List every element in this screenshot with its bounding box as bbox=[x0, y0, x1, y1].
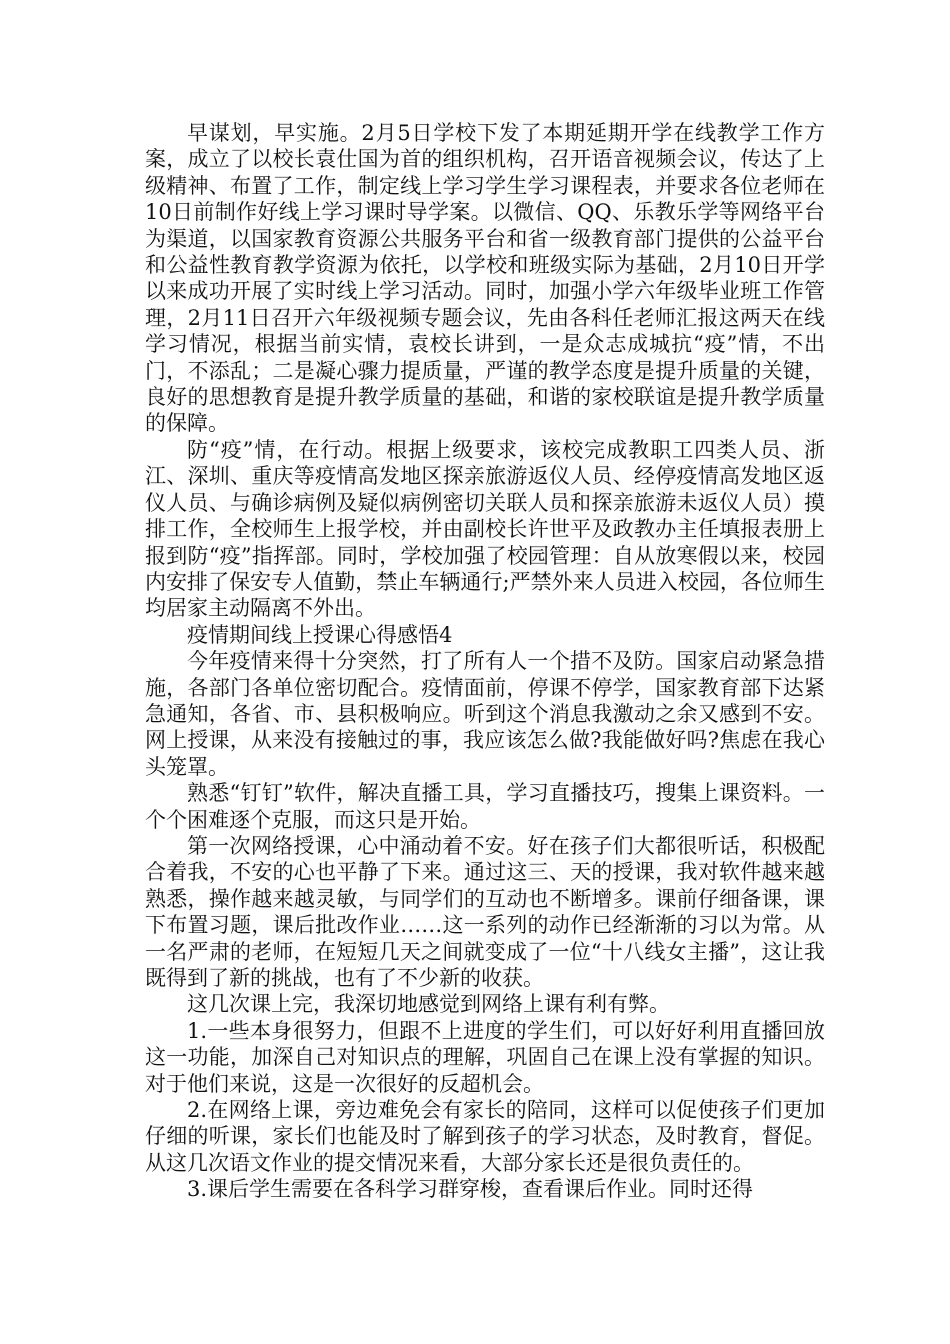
paragraph-epidemic-prevention: 防“疫”情，在行动。根据上级要求，该校完成教职工四类人员、浙江、深圳、重庆等疫情高发地区探亲旅游返仪人员、经停疫情高发地区返仪人员、与确诊病例及疑似病例密切关联人员和探亲旅游未返仪人员）摸排工作，全校师生上报学校，并由副校长许世平及政教办主任填报表册上报到防“疫”指挥部。同时，学校加强了校园管理：自从放寒假以来，校园内安排了保安专人值勤，禁止车辆通行;严禁外来人员进入校园，各位师生均居家主动隔离不外出。 bbox=[145, 437, 825, 621]
paragraph-point-1: 1.一些本身很努力，但跟不上进度的学生们，可以好好利用直播回放这一功能，加深自己对知识点的理解，巩固自己在课上没有掌握的知识。对于他们来说，这是一次很好的反超机会。 bbox=[145, 1018, 825, 1096]
paragraph-pros-cons: 这几次课上完，我深切地感觉到网络上课有利有弊。 bbox=[187, 992, 670, 1017]
document-body bbox=[145, 120, 825, 1203]
paragraph-point-2: 2.在网络上课，旁边难免会有家长的陪同，这样可以促使孩子们更加仔细的听课，家长们也能及时了解到孩子的学习状态，及时教育，督促。从这几次语文作业的提交情况来看，大部分家长还是很负责任的。 bbox=[145, 1098, 825, 1175]
paragraph-first-class: 第一次网络授课，心中涌动着不安。好在孩子们大都很听话，积极配合着我，不安的心也平静了下来。通过这三、天的授课，我对软件越来越熟悉，操作越来越灵敏，与同学们的互动也不断增多。课前仔细备课，课下布置习题，课后批改作业……这一系列的动作已经渐渐的习以为常。从一名严肃的老师，在短短几天之间就变成了一位“十八线女主播”，这让我既得到了新的挑战，也有了不少新的收获。 bbox=[145, 833, 825, 990]
paragraph-dingtalk: 熟悉“钉钉”软件，解决直播工具，学习直播技巧，搜集上课资料。一个个困难逐个克服，而这只是开始。 bbox=[145, 781, 825, 832]
paragraph-plan: 早谋划，早实施。2月5日学校下发了本期延期开学在线教学工作方案，成立了以校长袁仕国为首的组织机构，召开语音视频会议，传达了上级精神、布置了工作，制定线上学习学生学习课程表，并要求各位老师在10日前制作好线上学习课时导学案。以微信、QQ、乐教乐学等网络平台为渠道，以国家教育资源公共服务平台和省一级教育部门提供的公益平台和公益性教育教学资源为依托，以学校和班级实际为基础，2月10日开学以来成功开展了实时线上学习活动。同时，加强小学六年级毕业班工作管理，2月11日召开六年级视频专题会议，先由各科任老师汇报这两天在线学习情况，根据当前实情，袁校长讲到，一是众志成城抗“疫”情，不出门，不添乱；二是凝心骤力提质量，严谨的教学态度是提升质量的关键，良好的思想教育是提升教学质量的基础，和谐的家校联谊是提升教学质量的保障。 bbox=[145, 121, 825, 436]
paragraph-intro: 今年疫情来得十分突然，打了所有人一个措不及防。国家启动紧急措施，各部门各单位密切配合。疫情面前，停课不停学，国家教育部下达紧急通知，各省、市、县积极响应。听到这个消息我激动之余又感到不安。网上授课，从来没有接触过的事，我应该怎么做?我能做好吗?焦虑在我心头笼罩。 bbox=[145, 649, 825, 779]
paragraph-point-3: 3.课后学生需要在各科学习群穿梭，查看课后作业。同时还得 bbox=[187, 1177, 754, 1202]
section-heading: 疫情期间线上授课心得感悟4 bbox=[187, 622, 453, 647]
